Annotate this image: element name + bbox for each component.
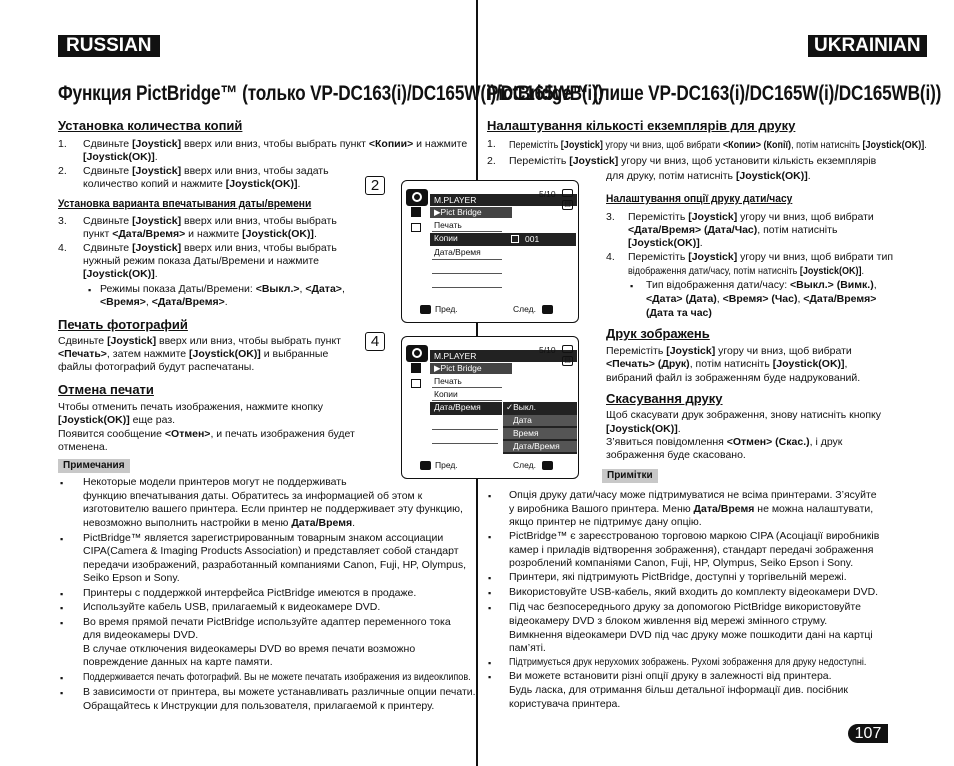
step-number: 3. (58, 215, 67, 227)
ua-datetime-modes-line2: <Дата> (Дата), <Время> (Час), <Дата/Время> (646, 293, 877, 305)
ua-heading-copies: Налаштування кількості екземплярів для друку (487, 118, 796, 133)
language-label-russian: RUSSIAN (58, 35, 160, 57)
option-date[interactable]: Дата (503, 415, 577, 426)
ru-note2-line3: передачи изображений, разработанный компаниями Canon, Fuji, HP, Olympus, (83, 559, 467, 571)
step-number: 2. (487, 155, 496, 167)
bullet: ▪ (60, 589, 64, 599)
menu-item-pictbridge[interactable]: ▶Pict Bridge (430, 363, 512, 374)
ru-note5-line3: В случае отключения видеокамеры DVD во время печати возможно (83, 643, 416, 655)
option-date-time[interactable]: Дата/Время (503, 441, 577, 452)
ua-print-line2: <Печать> (Друк), потім натисніть [Joystick(OK)], (606, 358, 848, 370)
ru-step2-line2: количество копий и нажмите [Joystick(OK)]. (83, 178, 301, 190)
bullet: ▪ (488, 603, 492, 613)
prev-label[interactable]: Пред. (435, 460, 458, 470)
ru-note6: Поддерживается печать фотографий. Вы не можете печатать изображения из видеоклипов. (83, 671, 471, 683)
ua-cancel-line4: зображення буде скасовано. (606, 449, 746, 461)
battery-icon (562, 345, 573, 353)
ua-note1-line2: у виробника Вашого принтера. Меню Дата/Время не можна налаштувати, (509, 503, 874, 515)
ua-step1-line1: Перемістіть [Joystick] угору чи вниз, щоб вибрати <Копии> (Копії), потім натисніть [Joystick(OK)]. (509, 139, 927, 151)
ua-note7-line2: Будь ласка, для отримання більш детальної інформації див. посібник (509, 684, 849, 696)
bullet: ▪ (488, 573, 492, 583)
bullet: ▪ (60, 673, 64, 683)
ru-note5-line2: для видеокамеры DVD. (83, 629, 199, 641)
bullet: ▪ (488, 532, 492, 542)
camera-screen-copies (401, 180, 579, 323)
ua-heading-cancel: Скасування друку (606, 391, 723, 406)
ru-heading-print: Печать фотографий (58, 317, 188, 332)
ua-print-line1: Перемістіть [Joystick] угору чи вниз, щоб вибрати (606, 345, 852, 357)
ua-notes-tag: Примітки (602, 469, 658, 483)
photo-menu-icon (411, 363, 421, 373)
page-number: 107 (848, 724, 888, 743)
ua-step3-line3: [Joystick(OK)]. (628, 237, 703, 249)
ru-step4-line3: [Joystick(OK)]. (83, 268, 158, 280)
menu-item-copies[interactable]: Копии (430, 233, 576, 246)
ua-cancel-line3: З’явиться повідомлення <Отмен> (Скас.), і друк (606, 436, 843, 448)
image-counter: 5/10 (539, 189, 556, 199)
mode-title-bar: M.PLAYER (430, 350, 577, 362)
ua-note1-line1: Опція друку дати/часу може підтримуватися не всіма принтерами. З’ясуйте (509, 489, 877, 501)
settings-menu-icon (411, 223, 421, 232)
camera-screen-datetime (401, 336, 579, 479)
bullet: ▪ (488, 658, 492, 668)
ua-datetime-modes-line3: (Дата та час) (646, 307, 712, 319)
ua-note1-line3: якщо принтер не підтримує дану опцію. (509, 516, 702, 528)
option-off[interactable]: ✓Выкл. (506, 402, 537, 412)
ru-note7-line2: Обращайтесь к Инструкции для пользователя, прилагаемой к принтеру. (83, 700, 435, 712)
page-title-russian: Функция PictBridge™ (только VP-DC163(i)/DC165W(i)/DC165WB(i)) (58, 82, 604, 105)
camera-mode-icon (406, 189, 428, 206)
card-icon: ▤ (562, 200, 573, 210)
ru-step2-line1: Сдвиньте [Joystick] вверх или вниз, чтобы задать (83, 165, 329, 177)
ua-note2-line3: розроблений компаніями Canon, Fuji, HP, Olympus, Seiko Epson і Sony. (509, 557, 854, 569)
ru-step3-line1: Сдвиньте [Joystick] вверх или вниз, чтобы выбрать (83, 215, 337, 227)
menu-item-datetime[interactable]: Дата/Время (434, 247, 481, 257)
ua-heading-print: Друк зображень (606, 326, 710, 341)
bullet: ▪ (60, 478, 64, 488)
bullet: ▪ (60, 603, 64, 613)
ru-heading-copies: Установка количества копий (58, 118, 243, 133)
menu-item-pictbridge[interactable]: ▶Pict Bridge (430, 207, 512, 218)
ua-note5-line3: Вимкнення відеокамери DVD під час друку може пошкодити дані на картці (509, 629, 873, 641)
bullet: ▪ (488, 491, 492, 501)
ru-step1-line1: Сдвиньте [Joystick] вверх или вниз, чтобы выбрать пункт <Копии> и нажмите (83, 138, 468, 150)
ru-step4-line2: нужный режим показа Даты/Времени и нажмите (83, 255, 319, 267)
prev-icon (420, 461, 431, 470)
step-number: 1. (487, 138, 496, 150)
bullet: ▪ (60, 618, 64, 628)
ru-note2-line4: Seiko Epson и Sony. (83, 572, 180, 584)
bullet: ▪ (488, 588, 492, 598)
battery-icon (562, 189, 573, 197)
step-2-marker: 2 (365, 176, 385, 195)
ru-note7-line1: В зависимости от принтера, вы можете устанавливать различные опции печати. (83, 686, 476, 698)
ru-print-line3: файлы фотографий будут распечатаны. (58, 361, 255, 373)
ua-note5-line4: пам’яті. (509, 642, 546, 654)
next-icon (542, 305, 553, 314)
ru-step1-line2: [Joystick(OK)]. (83, 151, 158, 163)
ua-note2-line2: камер і приладів відтворення зображення), стандарт передачі зображення (509, 544, 874, 556)
ru-note5-line1: Во время прямой печати PictBridge используйте адаптер переменного тока (83, 616, 451, 628)
next-label[interactable]: След. (513, 304, 536, 314)
ua-step3-line2: <Дата/Время> (Дата/Час), потім натисніть (628, 224, 838, 236)
ru-print-line2: <Печать>, затем нажмите [Joystick(OK)] и выбранные (58, 348, 329, 360)
step-number: 1. (58, 138, 67, 150)
ru-note1-line1: Некоторые модели принтеров могут не поддерживать (83, 476, 347, 488)
page-title-ukrainian: PictBridge™ (лише VP-DC163(i)/DC165W(i)/DC165WB(i)) (487, 82, 942, 105)
step-number: 2. (58, 165, 67, 177)
ru-cancel-line3: Появится сообщение <Отмен>, и печать изображения будет (58, 428, 355, 440)
bullet: ▪ (630, 281, 634, 291)
bullet: ▪ (488, 672, 492, 682)
step-number: 3. (606, 211, 615, 223)
next-icon (542, 461, 553, 470)
ru-note2-line2: CIPA(Camera & Imaging Products Association) и представляет собой стандарт (83, 545, 459, 557)
ru-step3-line2: пункт <Дата/Время> и нажмите [Joystick(OK)]. (83, 228, 317, 240)
ru-note3: Принтеры с поддержкой интерфейса PictBridge имеются в продаже. (83, 587, 417, 599)
settings-menu-icon (411, 379, 421, 388)
step-number: 4. (58, 242, 67, 254)
ua-heading-datetime: Налаштування опції друку дати/часу (606, 193, 793, 205)
ru-note4: Используйте кабель USB, прилагаемый к видеокамере DVD. (83, 601, 381, 613)
ua-note7-line3: користувача принтера. (509, 698, 621, 710)
next-label[interactable]: След. (513, 460, 536, 470)
menu-item-datetime[interactable]: Дата/Время (430, 402, 502, 415)
prev-icon (420, 305, 431, 314)
ru-step4-line1: Сдвиньте [Joystick] вверх или вниз, чтобы выбрать (83, 242, 337, 254)
ru-datetime-modes-line2: <Время>, <Дата/Время>. (100, 296, 228, 308)
ua-note6: Підтримується друк нерухомих зображень. Рухомі зображення для друку недоступні. (509, 656, 867, 668)
photo-menu-icon (411, 207, 421, 217)
menu-item-copies[interactable]: Копии (434, 389, 458, 399)
copies-value[interactable]: 001 (525, 234, 540, 244)
ru-cancel-line2: [Joystick(OK)] еще раз. (58, 414, 176, 426)
ru-note2-line1: PictBridge™ является зарегистрированным товарным знаком ассоциации (83, 532, 444, 544)
ru-cancel-line1: Чтобы отменить печать изображения, нажмите кнопку (58, 401, 324, 413)
ua-note5-line1: Під час безпосереднього друку за допомогою PictBridge використовуйте (509, 601, 861, 613)
image-counter: 5/10 (539, 345, 556, 355)
ua-note2-line1: PictBridge™ є зареєстрованою торговою маркою CIPA (Асоціації виробників (509, 530, 880, 542)
ua-datetime-modes-line1: Тип відображення дати/часу: <Выкл.> (Вимк.), (646, 279, 877, 291)
card-icon: ▤ (562, 356, 573, 366)
ru-datetime-modes-line1: Режимы показа Даты/Времени: <Выкл.>, <Дата>, (100, 283, 345, 295)
ru-note1-line3: изготовителю вашего принтера. Если принтер не поддерживает эту функцию, (83, 503, 463, 515)
bullet: ▪ (88, 285, 92, 295)
ua-cancel-line2: [Joystick(OK)]. (606, 423, 681, 435)
ua-step4-line2: відображення дати/часу, потім натисніть [Joystick(OK)]. (628, 265, 865, 277)
option-time[interactable]: Время (503, 428, 577, 439)
step-4-marker: 4 (365, 332, 385, 351)
ru-print-line1: Сдвиньте [Joystick] вверх или вниз, чтобы выбрать пункт (58, 335, 341, 347)
ru-note1-line2: функцию впечатывания даты. Обратитесь за информацией об этом к (83, 490, 423, 502)
ua-print-line3: вибраний файл із зображенням буде надрукований. (606, 372, 861, 384)
bullet: ▪ (60, 688, 64, 698)
ru-heading-cancel: Отмена печати (58, 382, 154, 397)
bullet: ▪ (60, 534, 64, 544)
ru-heading-datetime: Установка варианта впечатывания даты/времени (58, 198, 312, 210)
ru-note1-line4: невозможно выполнить настройки в меню Дата/Время. (83, 517, 356, 529)
prev-label[interactable]: Пред. (435, 304, 458, 314)
language-label-ukrainian: UKRAINIAN (808, 35, 927, 57)
ua-cancel-line1: Щоб скасувати друк зображення, знову натисніть кнопку (606, 409, 882, 421)
ru-note5-line4: повреждение данных на карте памяти. (83, 656, 273, 668)
ua-note5-line2: відеокамеру DVD з блоком живлення від мережі змінного струму. (509, 615, 828, 627)
ua-step3-line1: Перемістіть [Joystick] угору чи вниз, щоб вибрати (628, 211, 874, 223)
copies-icon (511, 235, 519, 243)
step-number: 4. (606, 251, 615, 263)
ru-notes-tag: Примечания (58, 459, 130, 473)
ua-step2-line2: для друку, потім натисніть [Joystick(OK)]. (606, 170, 811, 182)
ru-cancel-line4: отменена. (58, 441, 108, 453)
ua-note3: Принтери, які підтримують PictBridge, доступні у торгівельній мережі. (509, 571, 847, 583)
ua-note7-line1: Ви можете встановити різні опції друку в залежності від принтера. (509, 670, 832, 682)
menu-item-print[interactable]: Печать (434, 220, 462, 230)
ua-note4: Використовуйте USB-кабель, який входить до комплекту відеокамери DVD. (509, 586, 879, 598)
mode-title-bar: M.PLAYER (430, 194, 577, 206)
menu-item-print[interactable]: Печать (434, 376, 462, 386)
camera-mode-icon (406, 345, 428, 362)
ua-step4-line1: Перемістіть [Joystick] угору чи вниз, щоб вибрати тип (628, 251, 894, 263)
ua-step2-line1: Перемістіть [Joystick] угору чи вниз, щоб установити кількість екземплярів (509, 155, 877, 167)
